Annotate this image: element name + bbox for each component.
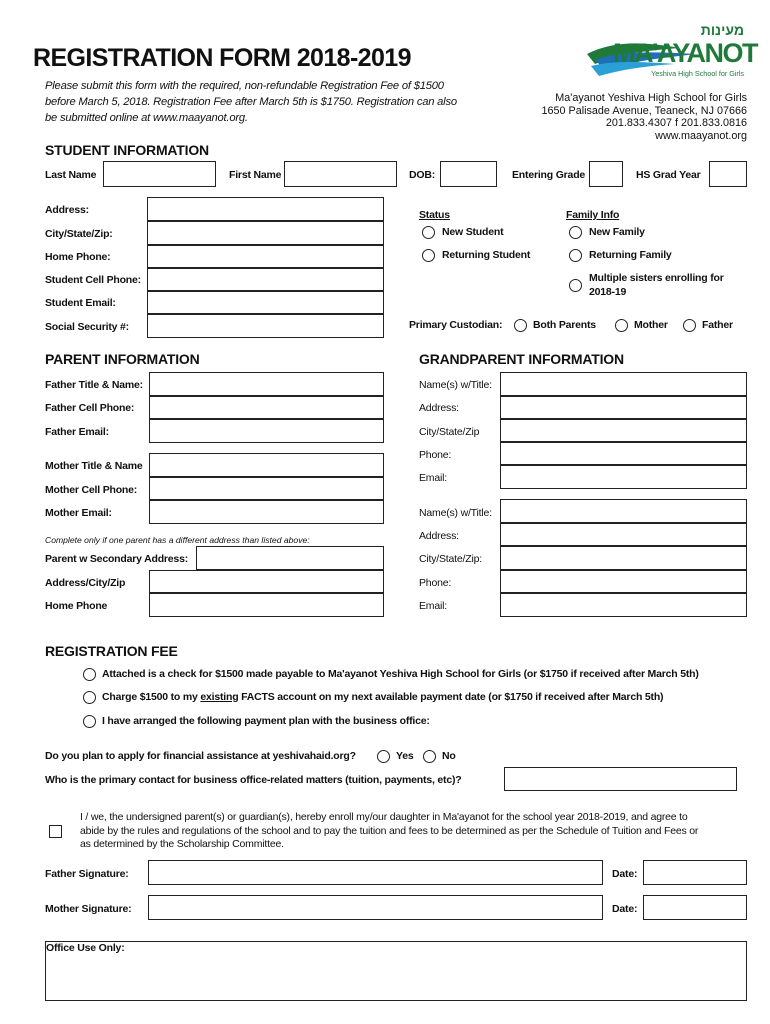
- family-heading: Family Info: [566, 209, 620, 221]
- ssn-label: Social Security #:: [45, 321, 129, 333]
- student-cell-label: Student Cell Phone:: [45, 274, 141, 286]
- entering-grade-label: Entering Grade: [512, 169, 586, 181]
- agreement-line-3: as determined by the Scholarship Committee.: [80, 838, 284, 851]
- fee-facts-text-existing: existing: [200, 691, 239, 703]
- gp2-email-field[interactable]: [500, 593, 747, 617]
- fee-plan-radio[interactable]: [83, 715, 96, 728]
- secondary-address-field[interactable]: [149, 570, 384, 593]
- city-state-zip-label: City/State/Zip:: [45, 228, 113, 240]
- agreement-text: [80, 811, 698, 852]
- fee-facts-text-b: FACTS account on my next available payment date (or $1750 if received after March 5th): [238, 691, 664, 703]
- custodian-label: Primary Custodian:: [409, 319, 503, 331]
- last-name-label: Last Name: [45, 169, 97, 181]
- gp2-names-label: Name(s) w/Title:: [419, 507, 492, 519]
- first-name-label: First Name: [229, 169, 282, 181]
- school-info: [542, 92, 748, 142]
- gp1-city-field[interactable]: [500, 419, 747, 442]
- mother-signature-field[interactable]: [148, 895, 603, 920]
- intro-line-2: before March 5, 2018. Registration Fee after March 5th is $1750. Registration can also: [45, 96, 457, 108]
- gp1-names-field[interactable]: [500, 372, 747, 396]
- father-email-label: Father Email:: [45, 426, 109, 438]
- fee-facts-text-a: Charge $1500 to my: [102, 691, 201, 703]
- mother-name-field[interactable]: [149, 453, 384, 477]
- office-use-label: Office Use Only:: [46, 942, 125, 954]
- aid-no-radio[interactable]: [423, 750, 436, 763]
- first-name-field[interactable]: [284, 161, 397, 187]
- student-address-field[interactable]: [147, 197, 384, 221]
- last-name-field[interactable]: [103, 161, 216, 187]
- hs-grad-year-field[interactable]: [709, 161, 747, 187]
- agreement-line-2: abide by the rules and regulations of the school and to pay the tuition and fees to be determined as per the Schedule of Tuition and Fees or: [80, 824, 699, 837]
- secondary-parent-label: Parent w Secondary Address:: [45, 553, 189, 565]
- logo-tagline: Yeshiva High School for Girls: [651, 69, 744, 78]
- student-city-field[interactable]: [147, 221, 384, 245]
- school-phone: 201.833.4307 f 201.833.0816: [605, 117, 747, 130]
- gp1-city-label: City/State/Zip: [419, 426, 480, 438]
- dob-label: DOB:: [409, 169, 436, 181]
- father-email-field[interactable]: [149, 419, 384, 443]
- custodian-mother-label: Mother: [634, 319, 668, 331]
- gp1-address-label: Address:: [419, 402, 459, 414]
- mother-cell-label: Mother Cell Phone:: [45, 484, 138, 496]
- gp1-names-label: Name(s) w/Title:: [419, 379, 492, 391]
- mother-name-label: Mother Title & Name: [45, 460, 143, 472]
- secondary-address-note: Complete only if one parent has a different address than listed above:: [45, 535, 310, 545]
- contact-field[interactable]: [504, 767, 737, 791]
- custodian-father-label: Father: [702, 319, 733, 331]
- aid-yes-radio[interactable]: [377, 750, 390, 763]
- date-2-field[interactable]: [643, 895, 747, 920]
- gp2-phone-label: Phone:: [419, 577, 452, 589]
- student-heading: STUDENT INFORMATION: [45, 142, 209, 158]
- father-cell-label: Father Cell Phone:: [45, 402, 135, 414]
- family-multi-radio[interactable]: [569, 279, 582, 292]
- secondary-address-label: Address/City/Zip: [45, 577, 126, 589]
- student-ssn-field[interactable]: [147, 314, 384, 338]
- fee-heading: REGISTRATION FEE: [45, 643, 178, 659]
- gp1-address-field[interactable]: [500, 396, 747, 419]
- intro-line-1: Please submit this form with the required, non-refundable Registration Fee of $1500: [45, 80, 444, 92]
- intro-line-3: be submitted online at www.maayanot.org.: [45, 112, 248, 124]
- agreement-line-1: I / we, the undersigned parent(s) or guardian(s), hereby enroll my/our daughter in Ma'ayanot for the school year 2018-2019, and agree to: [80, 811, 688, 823]
- custodian-mother-radio[interactable]: [615, 319, 628, 332]
- student-home-phone-field[interactable]: [147, 245, 384, 268]
- school-web: www.maayanot.org: [655, 129, 747, 142]
- page-title: REGISTRATION FORM 2018-2019: [33, 44, 411, 72]
- gp2-address-label: Address:: [419, 530, 459, 542]
- secondary-parent-field[interactable]: [196, 546, 384, 570]
- mother-cell-field[interactable]: [149, 477, 384, 500]
- father-cell-field[interactable]: [149, 396, 384, 419]
- logo-name: MA'AYANOT: [613, 38, 757, 68]
- dob-field[interactable]: [440, 161, 497, 187]
- custodian-both-radio[interactable]: [514, 319, 527, 332]
- fee-facts-label: [102, 691, 663, 703]
- aid-yes-label: Yes: [396, 750, 414, 762]
- fee-plan-label: I have arranged the following payment plan with the business office:: [102, 715, 430, 727]
- status-new-radio[interactable]: [422, 226, 435, 239]
- fee-check-label: Attached is a check for $1500 made payable to Ma'ayanot Yeshiva High School for Girls (or $1750 if received after March 5th): [102, 668, 699, 680]
- gp2-names-field[interactable]: [500, 499, 747, 523]
- grandparent-heading: GRANDPARENT INFORMATION: [419, 351, 624, 367]
- gp2-phone-field[interactable]: [500, 570, 747, 593]
- father-name-label: Father Title & Name:: [45, 379, 143, 391]
- logo-hebrew: מעינות: [700, 22, 744, 38]
- fee-check-radio[interactable]: [83, 668, 96, 681]
- hs-grad-year-label: HS Grad Year: [636, 169, 701, 181]
- office-use-box: [45, 941, 747, 1001]
- father-signature-label: Father Signature:: [45, 868, 129, 880]
- family-new-label: New Family: [589, 226, 645, 238]
- home-phone-label: Home Phone:: [45, 251, 111, 263]
- date-1-field[interactable]: [643, 860, 747, 885]
- secondary-home-phone-field[interactable]: [149, 593, 384, 617]
- family-new-radio[interactable]: [569, 226, 582, 239]
- father-name-field[interactable]: [149, 372, 384, 396]
- father-signature-field[interactable]: [148, 860, 603, 885]
- gp2-city-field[interactable]: [500, 546, 747, 570]
- family-returning-label: Returning Family: [589, 249, 672, 261]
- school-logo: [585, 20, 757, 82]
- date-2-label: Date:: [612, 903, 638, 915]
- gp2-address-field[interactable]: [500, 523, 747, 546]
- gp1-phone-label: Phone:: [419, 449, 452, 461]
- school-name: Ma'ayanot Yeshiva High School for Girls: [555, 92, 747, 104]
- status-returning-radio[interactable]: [422, 249, 435, 262]
- gp1-phone-field[interactable]: [500, 442, 747, 465]
- status-new-label: New Student: [442, 226, 504, 238]
- agreement-checkbox[interactable]: [49, 825, 62, 838]
- entering-grade-field[interactable]: [589, 161, 623, 187]
- contact-question: Who is the primary contact for business office-related matters (tuition, payments, etc)?: [45, 774, 462, 786]
- fee-facts-radio[interactable]: [83, 691, 96, 704]
- school-address: 1650 Palisade Avenue, Teaneck, NJ 07666: [541, 104, 747, 117]
- student-cell-field[interactable]: [147, 268, 384, 291]
- status-returning-label: Returning Student: [442, 249, 531, 261]
- custodian-both-label: Both Parents: [533, 319, 596, 331]
- family-returning-radio[interactable]: [569, 249, 582, 262]
- parent-heading: PARENT INFORMATION: [45, 351, 200, 367]
- gp1-email-field[interactable]: [500, 465, 747, 489]
- family-multi-label-2: 2018-19: [589, 286, 627, 298]
- secondary-home-phone-label: Home Phone: [45, 600, 108, 612]
- family-multi-label-1: Multiple sisters enrolling for: [589, 272, 724, 284]
- aid-no-label: No: [442, 750, 456, 762]
- student-email-field[interactable]: [147, 291, 384, 314]
- custodian-father-radio[interactable]: [683, 319, 696, 332]
- address-label: Address:: [45, 204, 89, 216]
- gp1-email-label: Email:: [419, 472, 447, 484]
- aid-question: Do you plan to apply for financial assistance at yeshivahaid.org?: [45, 750, 356, 762]
- gp2-city-label: City/State/Zip:: [419, 553, 482, 565]
- mother-signature-label: Mother Signature:: [45, 903, 132, 915]
- mother-email-field[interactable]: [149, 500, 384, 524]
- mother-email-label: Mother Email:: [45, 507, 112, 519]
- status-heading: Status: [419, 209, 450, 221]
- date-1-label: Date:: [612, 868, 638, 880]
- student-email-label: Student Email:: [45, 297, 116, 309]
- gp2-email-label: Email:: [419, 600, 447, 612]
